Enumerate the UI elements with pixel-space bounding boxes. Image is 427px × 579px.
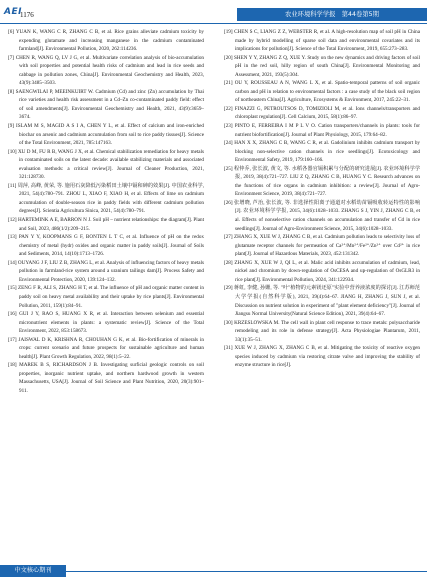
reference-entry: [19] CHEN S C, LIANG Z Z, WEBSTER R, et al. A high-resolution map of soil pH in China made by hybrid modelling of sparse soil data and environmental covariates and its implications for pollution[J]. Science of the Total Environment, 2019, 655:273–283. (224, 29, 420, 53)
reference-entry: [27] ZHANG X, XUE W J, ZHANG C B, et al. Cadmium pollution leads to selectivity loss of glutamate receptor channels for permeation of Ca²⁺/Mn²⁺/Fe²⁺/Zn²⁺ over Cd²⁺ in rice plant[J]. Journal of Hazardous Materials, 2023, 452:131342. (224, 234, 420, 258)
reference-entry: [6] YUAN K, WANG C R, ZHANG C B, et al. Rice grains alleviate cadmium toxicity by expending glutamate and increasing manganese in the cadmium contaminated farmland[J]. Environmental Pollution, 2020, 262:114236. (8, 29, 204, 53)
reference-entry: [8] SAENGWILAI P, MEEINKUIRT W. Cadmium (Cd) and zinc (Zn) accumulation by Thai rice varieties and health risk assessment in a Cd–Zn co-contaminated paddy field: effect of soil amendments[J]. Environmental Geochemistry and Health, 2021, 43(9):3659–3674. (8, 88, 204, 121)
reference-entry: [29] 蒋虹, 李健, 孙姗, 等. "叶"植物的元素镁还原"实验中营养液浓度的探讨[J]. 江苏师范大学学报(自然科学版), 2021, 39(4):64–67. JIANG H, ZHANG J, SUN J, et al. Discussion on nutrient solution in experiment of "plant element deficiency"[J]. Journal of Jiangsu Normal University(Natural Science Edition), 2021, 39(4):64–67. (224, 285, 420, 318)
page-footer (0, 563, 427, 579)
reference-entry: [18] MAREK B S, RICHARDSON J B. Investigating surficial geologic controls on soil properties, inorganic nutrient uptake, and northern hardwood growth in western Massachusetts, USA[J]. Journal of Soil Science and Plant Nutrition, 2020, 20(3):901–911. (8, 362, 204, 394)
journal-title-bar: 农业环境科学学报 第44卷第5期 (237, 8, 427, 21)
reference-entry: [11] 周萍, 高峰, 黄荣, 等. 施用石灰降低污染稻田土壤中镉和砷的效果[J]. 中国农业科学, 2021, 54(4):780–791. ZHOU L, XIAO F, XIAO H, et al. Effects of lime on cadmium accumulation of double-season rice in paddy fields with different cadmium pollution degrees[J]. Scientia Agricultura Sinica, 2021, 54(4):780–791. (8, 182, 204, 215)
reference-entry: [15] ZENG F R, ALI S, ZHANG H T, et al. The influence of pH and organic matter content in paddy soil on heavy metal availability and their uptake by rice plants[J]. Environmental Pollution, 2011, 159(1):84–91. (8, 285, 204, 309)
reference-entry: [14] OUYANG J F, LIU Z B, ZHANG L, et al. Analysis of influencing factors of heavy metals pollution in farmland-rice system around a uranium tailings dam[J]. Process Safety and Environmental Protection, 2020, 139:124–132. (8, 259, 204, 283)
journal-logo: AEI (4, 7, 22, 17)
references-left-column (8, 28, 204, 396)
references-right-column (224, 28, 420, 370)
reference-entry: [10] XU D M, FU R B, WANG J X, et al. Chemical stabilization remediation for heavy metals in contaminated soils on the latest decade: available stabilizing materials and associated evaluation methods: a critical review[J]. Journal of Cleaner Production, 2021, 321:128730. (8, 148, 204, 181)
reference-entry: [16] GUI J Y, RAO S, HUANG X R, et al. Interaction between selenium and essential micronutrient elements in plants: a systematic review[J]. Science of the Total Environment, 2022, 853:158673. (8, 311, 204, 335)
reference-entry: [13] PAN Y Y, KOOPMANS G F, BONTEN L T C, et al. Influence of pH on the redox chemistry of metal (hydr) oxides and organic matter in paddy soils[J]. Journal of Soils and Sediments, 2014, 14(10):1713–1726. (8, 234, 204, 258)
reference-entry: [22] FINAZZI G, PETROUTSOS D, TOMIZIOLI M, et al. Ions channels/transporters and chloroplast regulation[J]. Cell Calcium, 2015, 58(1):86–97. (224, 105, 420, 121)
page-number: 1176 (20, 11, 34, 19)
reference-entry: [9] ISLAM M S, MAGID A S I A, CHEN Y L, et al. Effect of calcium and iron-enriched biochar on arsenic and cadmium accumulation from soil to rice paddy tissues[J]. Science of the Total Environment, 2021, 785:147163. (8, 123, 204, 147)
reference-entry: [12] HARTEMINK A E, BARRON N J. Soil pH – nutrient relationships: the diagram[J]. Plant and Soil, 2023, 486(1/2):209–215. (8, 217, 204, 232)
reference-entry: [30] KRZESLOWSKA M. The cell wall in plant cell response to trace metals: polysaccharide remodeling and its role in defense strategy[J]. Acta Physiologiae Plantarum, 2011, 33(1):35–51. (224, 319, 420, 343)
footer-rule (66, 571, 427, 572)
reference-entry: [26] 张增晓, 芦治, 张长波, 等. 非选择性阳离子通道对水稻幼苗镉吸收转运特性的影响[J]. 农业环境科学学报, 2015, 34(6):1028–1033. ZHANG S J, YIN J, ZHANG C B, et al. Effects of nonselective cation channels on accumulation and transfer of Cd in rice seedlings[J]. Journal of Agro-Environment Science, 2015, 34(6):1028–1033. (224, 199, 420, 232)
reference-entry: [17] JAISWAL D K, KRISHNA R, CHOUHAN G K, et al. Bio-fortification of minerals in crops: current scenario and future prospects for sustainable agriculture and human health[J]. Plant Growth Regulation, 2022, 98(1):5–22. (8, 336, 204, 360)
page-header (0, 0, 427, 24)
reference-entry: [25] 程仲乔, 张长波, 黄文, 等. 水稻各器官镉积累与分配的研究进展[J]. 农业环境科学学报, 2019, 38(4):721–727. LIU Z Q, ZHANG C B, HUANG Y C. Research advances on the functions of rice organs in cadmium inhibition: a review[J]. Journal of Agro-Environment Science, 2019, 38(4):721–727. (224, 165, 420, 198)
reference-entry: [23] PINTO E, FERREIRA I M P L V O. Cation transporters/channels in plants: tools for nutrient biofortification[J]. Journal of Plant Physiology, 2015, 179:64–82. (224, 123, 420, 138)
header-rule (0, 23, 427, 24)
reference-entry: [7] CHEN R, WANG Q, LV J G, et al. Multivariate correlation analysis of bio-accumulation with soil properties and potential health risks of cadmium and lead in rice seeds and cabbage in pollution zones, China[J]. Environmental Geochemistry and Health, 2023, 43(9):3485–3503. (8, 54, 204, 87)
reference-entry: [31] XUE W J, ZHANG X, ZHANG C B, et al. Mitigating the toxicity of reactive oxygen species induced by cadmium via restoring citrate valve and improving the stability of enzyme structure in rice[J]. (224, 345, 420, 369)
reference-entry: [24] HAN X X, ZHANG C B, WANG C R, et al. Gadolinium inhibits cadmium transport by blocking non-selective cation channels in rice seedlings[J]. Ecotoxicology and Environmental Safety, 2019, 179:160–166. (224, 140, 420, 164)
reference-entry: [28] ZHANG X, XUE W J, QI L, et al. Malic acid inhibits accumulation of cadmium, lead, nickel and chromium by down-regulation of OsCESA and up-regulation of OsGLR3 in rice plant[J]. Environmental Pollution, 2024, 341:122934. (224, 259, 420, 283)
reference-entry: [20] SHEN Y Y, ZHANG Z Q, XUE Y. Study on the new dynamics and driving factors of soil pH in the red soil, hilly region of south China[J]. Environmental Monitoring and Assessment, 2021, 193(5):304. (224, 54, 420, 78)
reference-entry: [21] OU Y, ROUSSEAU A N, WANG L X, et al. Spatio-temporal patterns of soil organic carbon and pH in relation to environmental factors : a case study of the black soil region of northeastern China[J]. Agriculture, Ecosystems & Environment, 2017, 245:22–31. (224, 80, 420, 104)
core-journal-badge: 中文核心期刊 (0, 565, 66, 577)
